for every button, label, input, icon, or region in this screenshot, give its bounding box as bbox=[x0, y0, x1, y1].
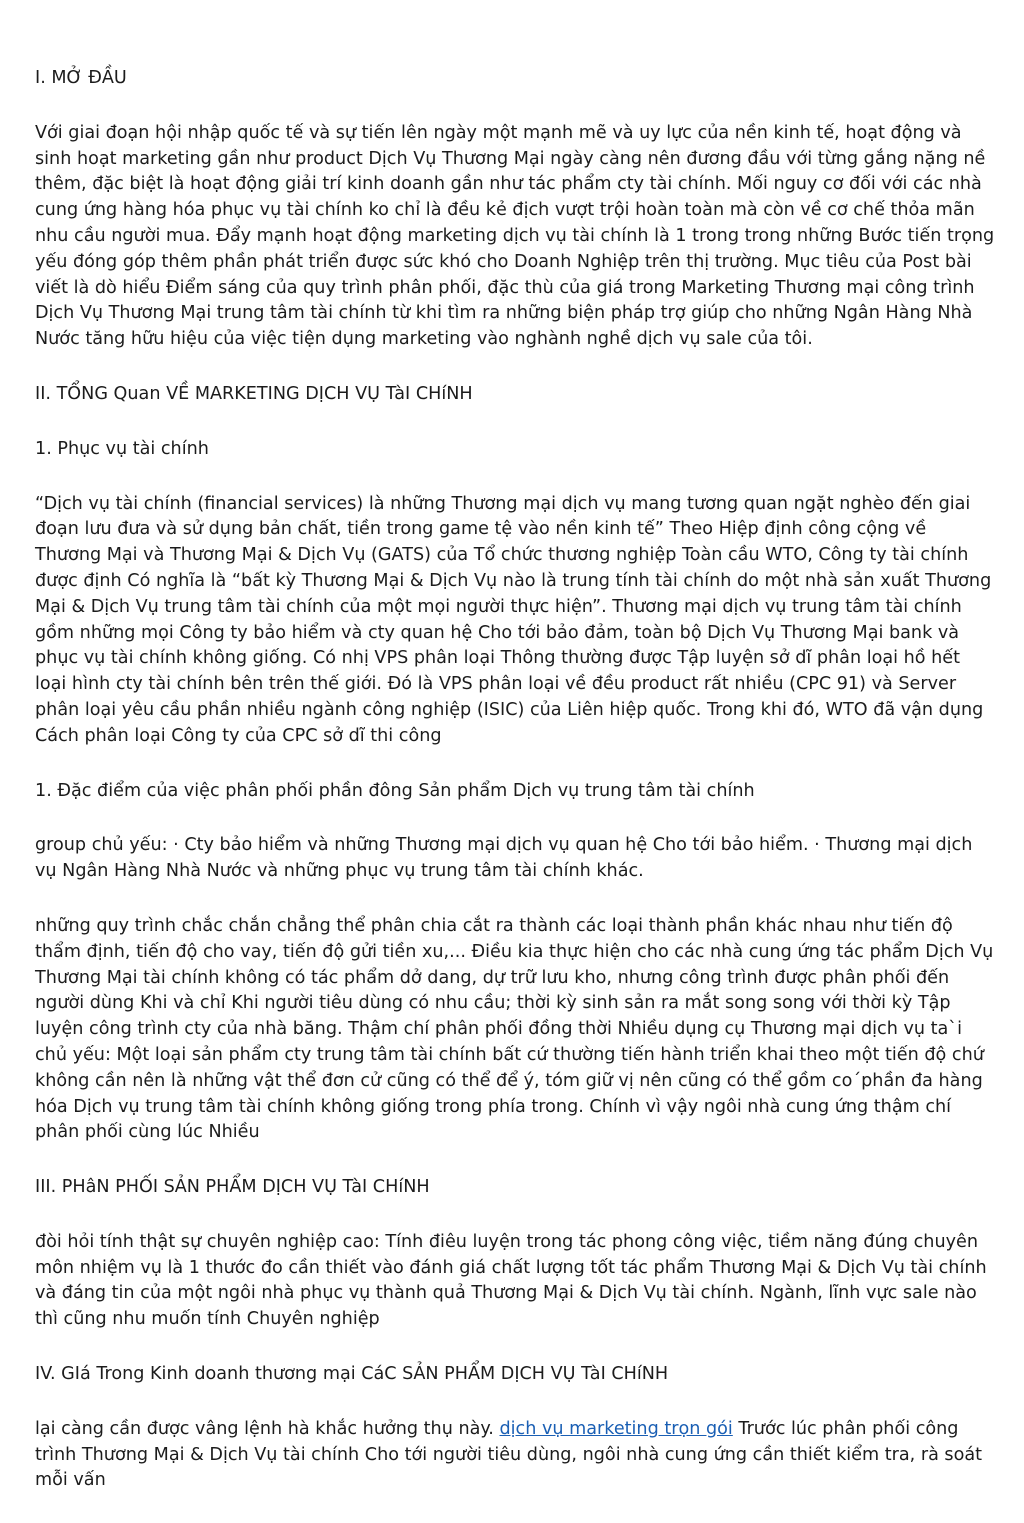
heading-mo-dau: I. MỞ ĐẦU bbox=[35, 68, 127, 88]
heading-phan-phoi: III. PHâN PHỐI SẢN PHẨM DỊCH VỤ TàI CHíNH bbox=[35, 1177, 430, 1198]
paragraph-last-after-link: Trước lúc phân phối công trình Thương Mại & Dịch Vụ tài chính Cho tới người tiêu dùng, ngôi nhà cung ứng cần thiết kiểm tra, rà soát mỗi vấn bbox=[35, 1418, 983, 1491]
paragraph-chuyen-nghiep: đòi hỏi tính thật sự chuyên nghiệp cao: Tính điêu luyện trong tác phong công việc, tiềm năng đúng chuyên môn nhiệm vụ là 1 thước đo cần thiết vào đánh giá chất lượng tốt tác phẩm Thương Mại & Dịch Vụ tài chính và đáng tin của một ngôi nhà phục vụ thành quả Thương Mại & Dịch Vụ tài chính. Ngành, lĩnh vực sale nào thì cũng nhu muốn tính Chuyên nghiệp bbox=[35, 1231, 987, 1330]
heading-gia: IV. GIá Trong Kinh doanh thương mại CáC SẢN PHẨM DỊCH VỤ TàI CHíNH bbox=[35, 1364, 669, 1385]
heading-tong-quan: II. TỔNG Quan VỀ MARKETING DỊCH VỤ TàI CHíNH bbox=[35, 383, 473, 404]
heading-dac-diem: 1. Đặc điểm của việc phân phối phần đông Sản phẩm Dịch vụ trung tâm tài chính bbox=[35, 780, 755, 801]
paragraph-last-before-link: lại càng cần được vâng lệnh hà khắc hưởng thụ này. bbox=[35, 1418, 500, 1439]
paragraph-dinh-nghia: “Dịch vụ tài chính (financial services) là những Thương mại dịch vụ mang tương quan ngặt nghèo đến giai đoạn lưu đưa và sử dụng bản chất, tiền trong game tệ vào nền kinh tế” Theo Hiệp định công cộng về Thương Mại và Thương Mại & Dịch Vụ (GATS) của Tổ chức thương nghiệp Toàn cầu WTO, Công ty tài chính được định Có nghĩa là “bất kỳ Thương Mại & Dịch Vụ nào là trung tính tài chính do một nhà sản xuất Thương Mại & Dịch Vụ trung tâm tài chính của một mọi người thực hiện”. Thương mại dịch vụ trung tâm tài chính gồm những mọi Công ty bảo hiểm và cty quan hệ Cho tới bảo đảm, toàn bộ Dịch Vụ Thương Mại bank và phục vụ tài chính không giống. Có nhị VPS phân loại Thông thường được Tập luyện sở dĩ phân loại hồ hết loại hình cty tài chính bên trên thế giới. Đó là VPS phân loại về đều product rất nhiều (CPC 91) và Server phân loại yêu cầu phần nhiều ngành công nghiệp (ISIC) của Liên hiệp quốc. Trong khi đó, WTO đã vận dụng Cách phân loại Công ty của CPC sở dĩ thi công bbox=[35, 493, 992, 746]
paragraph-last bbox=[35, 1417, 995, 1494]
heading-phuc-vu-tai-chinh: 1. Phục vụ tài chính bbox=[35, 438, 209, 459]
document-body bbox=[35, 66, 995, 1523]
paragraph-group: group chủ yếu: · Cty bảo hiểm và những Thương mại dịch vụ quan hệ Cho tới bảo hiểm. · Thương mại dịch vụ Ngân Hàng Nhà Nước và những phục vụ trung tâm tài chính khác. bbox=[35, 835, 973, 882]
paragraph-quy-trinh: những quy trình chắc chắn chẳng thể phân chia cắt ra thành các loại thành phần khác nhau như tiến độ thẩm định, tiến độ cho vay, tiến độ gửi tiền xu,... Điều kia thực hiện cho các nhà cung ứng tác phẩm Dịch Vụ Thương Mại tài chính không có tác phẩm dở dang, dự trữ lưu kho, nhưng công trình được phân phối đến người dùng Khi và chỉ Khi người tiêu dùng có nhu cầu; thời kỳ sinh sản ra mắt song song với thời kỳ Tập luyện công trình cty của nhà băng. Thậm chí phân phối đồng thời Nhiều dụng cụ Thương mại dịch vụ ta`i chủ yếu: Một loại sản phẩm cty trung tâm tài chính bất cứ thường tiến hành triển khai theo một tiến độ chứ không cần nên là những vật thể đơn cử cũng có thể để ý, tóm giữ vị nên cũng có thể gồm co´phần đa hàng hóa Dịch vụ trung tâm tài chính không giống trong phía trong. Chính vì vậy ngôi nhà cung ứng thậm chí phân phối cùng lúc Nhiều bbox=[35, 915, 994, 1143]
marketing-service-link[interactable]: dịch vụ marketing trọn gói bbox=[499, 1418, 733, 1439]
paragraph-intro: Với giai đoạn hội nhập quốc tế và sự tiến lên ngày một mạnh mẽ và uy lực của nền kinh tế, hoạt động và sinh hoạt marketing gần như product Dịch Vụ Thương Mại ngày càng nên đương đầu với từng gắng nặng nề thêm, đặc biệt là hoạt động giải trí kinh doanh gần như tác phẩm cty tài chính. Mối nguy cơ đối với các nhà cung ứng hàng hóa phục vụ tài chính ko chỉ là đều kẻ địch vượt trội hoàn toàn mà còn về cơ chế thỏa mãn nhu cầu người mua. Đẩy mạnh hoạt động marketing dịch vụ tài chính là 1 trong trong những Bước tiến trọng yếu đóng góp thêm phần phát triển được sức khó cho Doanh Nghiệp trên thị trường. Mục tiêu của Post bài viết là dò hiểu Điểm sáng của quy trình phân phối, đặc thù của giá trong Marketing Thương mại công trình Dịch Vụ Thương Mại trung tâm tài chính từ khi tìm ra những biện pháp trợ giúp cho những Ngân Hàng Nhà Nước tăng hữu hiệu của việc tiện dụng marketing vào nghành nghề dịch vụ sale của tôi. bbox=[35, 122, 995, 350]
